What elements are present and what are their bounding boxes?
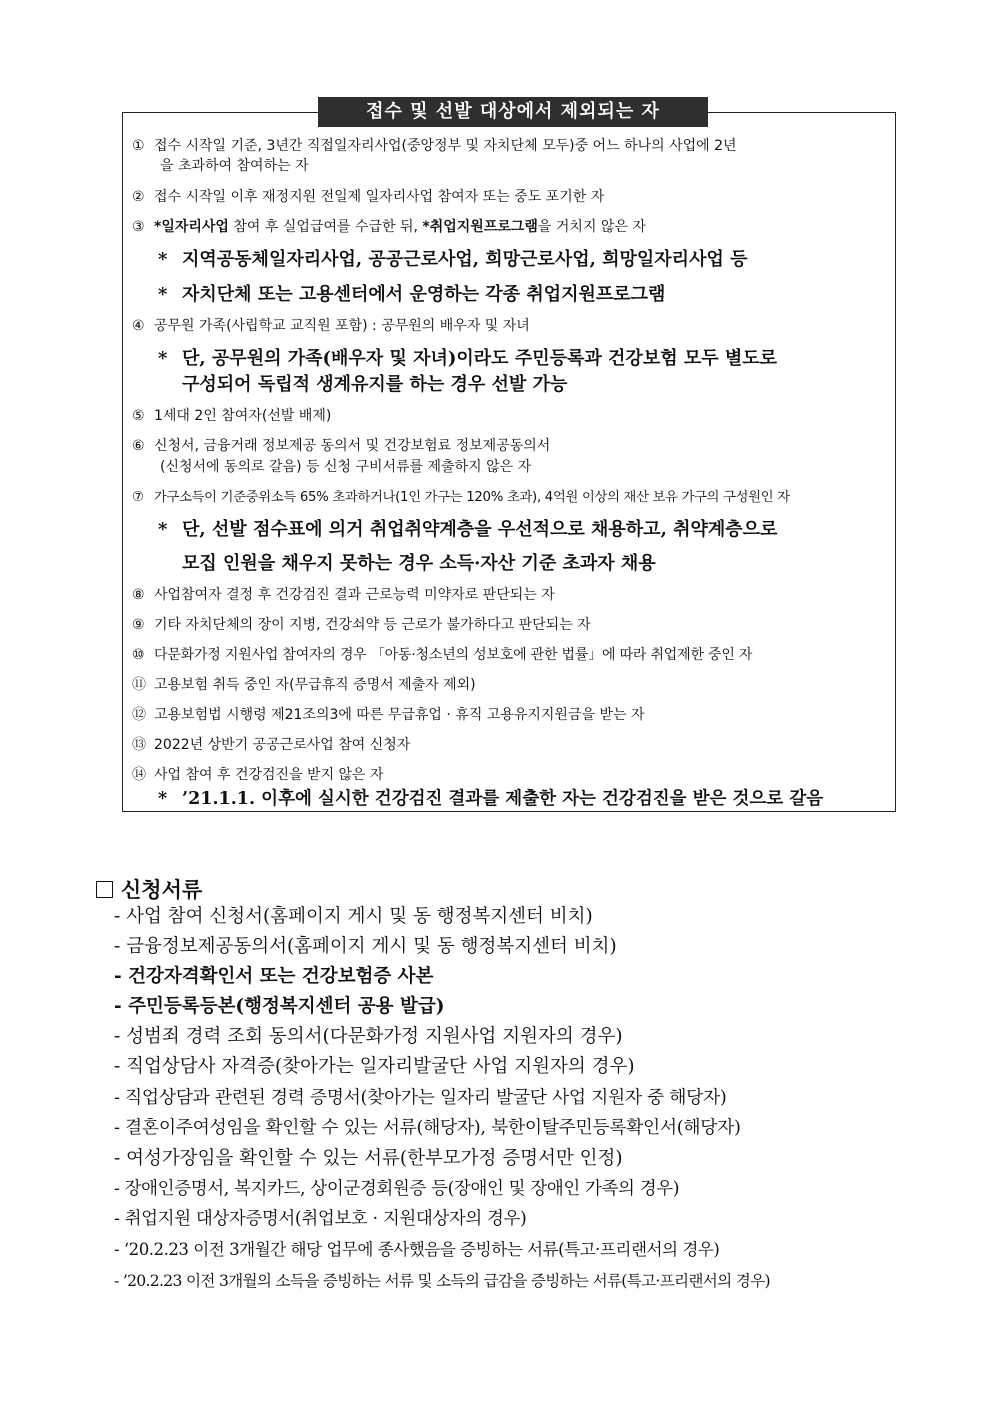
note-4b: 구성되어 독립적 생계유지를 하는 경우 선발 가능 [182, 374, 568, 395]
doc-item: - 결혼이주여성임을 확인할 수 있는 서류(해당자), 북한이탈주민등록확인서(해당자) [114, 1117, 741, 1138]
note-7b: 모집 인원을 채우지 못하는 경우 소득·자산 기준 초과자 채용 [182, 553, 656, 574]
doc-item: - 취업지원 대상자증명서(취업보호 · 지원대상자의 경우) [114, 1209, 527, 1229]
doc-item: - 사업 참여 신청서(홈페이지 게시 및 동 행정복지센터 비치) [114, 906, 593, 927]
exclusion-item-3: ③ *일자리사업 참여 후 실업급여를 수급한 뒤, *취업지원프로그램을 거치지 않은 자 [132, 219, 646, 235]
doc-item: - 금융정보제공동의서(홈페이지 게시 및 동 행정복지센터 비치) [114, 936, 617, 957]
exclusion-item-7: ⑦ 가구소득이 기준중위소득 65% 초과하거나(1인 가구는 120% 초과), 4억원 이상의 재산 보유 가구의 구성원인 자 [132, 490, 790, 505]
doc-item: - 성범죄 경력 조회 동의서(다문화가정 지원사업 지원자의 경우) [114, 1026, 623, 1047]
note-7a: * 단, 선발 점수표에 의거 취업취약계층을 우선적으로 채용하고, 취약계층으로 [158, 519, 778, 540]
exclusion-item-6-cont: (신청서에 동의로 갈음) 등 신청 구비서류를 제출하지 않은 자 [160, 459, 532, 475]
doc-item: - 건강자격확인서 또는 건강보험증 사본 [114, 966, 434, 987]
exclusion-item-2: ② 접수 시작일 이후 재정지원 전일제 일자리사업 참여자 또는 중도 포기한 자 [132, 189, 605, 205]
doc-item: - ’20.2.23 이전 3개월의 소득을 증빙하는 서류 및 소득의 급감을 증빙하는 서류(특고·프리랜서의 경우) [114, 1272, 770, 1290]
documents-title: 신청서류 [96, 874, 202, 904]
exclusion-item-1-cont: 을 초과하여 참여하는 자 [160, 158, 309, 174]
note-3a: * 지역공동체일자리사업, 공공근로사업, 희망근로사업, 희망일자리사업 등 [158, 249, 748, 270]
checkbox-icon [96, 881, 113, 898]
exclusion-item-5: ⑤ 1세대 2인 참여자(선발 배제) [132, 408, 332, 424]
exclusion-item-8: ⑧ 사업참여자 결정 후 건강검진 결과 근로능력 미약자로 판단되는 자 [132, 587, 555, 603]
exclusion-item-9: ⑨ 기타 자치단체의 장이 지병, 건강쇠약 등 근로가 불가하다고 판단되는 자 [132, 617, 591, 633]
exclusion-item-6: ⑥ 신청서, 금융거래 정보제공 동의서 및 건강보험료 정보제공동의서 [132, 438, 551, 454]
exclusion-item-14: ⑭ 사업 참여 후 건강검진을 받지 않은 자 [132, 767, 384, 783]
note-14: * ’21.1.1. 이후에 실시한 건강검진 결과를 제출한 자는 건강검진을 받은 것으로 갈음 [158, 789, 824, 809]
exclusion-item-12: ⑫ 고용보험법 시행령 제21조의3에 따른 무급휴업 · 휴직 고용유지지원금을 받는 자 [132, 707, 645, 723]
note-4a: * 단, 공무원의 가족(배우자 및 자녀)이라도 주민등록과 건강보험 모두 별도로 [158, 348, 778, 369]
exclusion-item-4: ④ 공무원 가족(사립학교 교직원 포함) : 공무원의 배우자 및 자녀 [132, 318, 530, 334]
doc-item: - ‘20.2.23 이전 3개월간 해당 업무에 종사했음을 증빙하는 서류(특고·프리랜서의 경우) [114, 1240, 720, 1259]
exclusion-title: 접수 및 선발 대상에서 제외되는 자 [318, 97, 708, 127]
note-3b: * 자치단체 또는 고용센터에서 운영하는 각종 취업지원프로그램 [158, 284, 666, 305]
exclusion-item-10: ⑩ 다문화가정 지원사업 참여자의 경우 「아동·청소년의 성보호에 관한 법률」에 따라 취업제한 중인 자 [132, 647, 753, 663]
doc-item: - 직업상담사 자격증(찾아가는 일자리발굴단 사업 지원자의 경우) [114, 1056, 635, 1077]
exclusion-item-13: ⑬ 2022년 상반기 공공근로사업 참여 신청자 [132, 737, 411, 753]
doc-item: - 주민등록등본(행정복지센터 공용 발급) [114, 996, 445, 1017]
exclusion-item-11: ⑪ 고용보험 취득 중인 자(무급휴직 증명서 제출자 제외) [132, 677, 476, 693]
doc-item: - 여성가장임을 확인할 수 있는 서류(한부모가정 증명서만 인정) [114, 1148, 623, 1169]
doc-item: - 장애인증명서, 복지카드, 상이군경회원증 등(장애인 및 장애인 가족의 경우) [114, 1179, 680, 1199]
doc-item: - 직업상담과 관련된 경력 증명서(찾아가는 일자리 발굴단 사업 지원자 중 해당자) [114, 1087, 727, 1108]
exclusion-item-1: ① 접수 시작일 기준, 3년간 직접일자리사업(중앙정부 및 자치단체 모두)중 어느 하나의 사업에 2년 [132, 138, 737, 154]
